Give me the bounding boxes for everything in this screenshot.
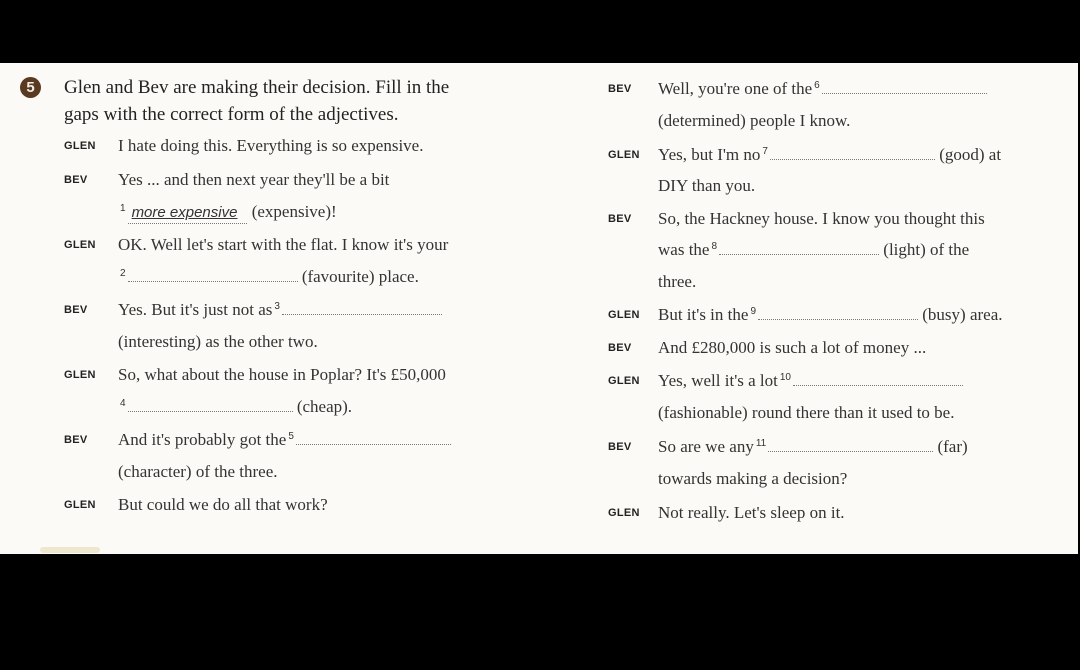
dialogue-line	[658, 145, 1001, 168]
answer-blank[interactable]	[128, 397, 293, 412]
answer-blank[interactable]	[822, 79, 987, 94]
dialogue-line: Yes ... and then next year they'll be a bit	[118, 170, 390, 189]
dialogue-line: (interesting) as the other two.	[118, 332, 318, 351]
adjective-hint: (light) of the	[883, 240, 970, 259]
dialogue-line	[118, 300, 442, 323]
dialogue-text: So are we any	[658, 437, 754, 456]
answer-blank[interactable]	[793, 371, 963, 386]
dialogue-line: OK. Well let's start with the flat. I know it's your	[118, 235, 449, 254]
gap-number: 2	[120, 268, 126, 279]
answer-blank[interactable]	[758, 305, 918, 320]
dialogue-line	[118, 397, 352, 420]
dialogue-text: Well, you're one of the	[658, 79, 813, 98]
dialogue-line: So, the Hackney house. I know you thought this	[658, 209, 985, 228]
dialogue-line: And £280,000 is such a lot of money ...	[658, 338, 927, 357]
example-answer: more expensive	[128, 203, 248, 224]
speaker-bev: BEV	[608, 441, 632, 453]
gap-number: 1	[120, 203, 126, 214]
adjective-hint: (busy) area.	[922, 305, 1003, 324]
speaker-glen: GLEN	[608, 375, 640, 387]
dialogue-line: three.	[658, 272, 697, 291]
gap-number: 6	[814, 80, 820, 91]
speaker-bev: BEV	[64, 174, 88, 186]
answer-blank[interactable]	[128, 267, 298, 282]
gap-number: 7	[762, 146, 768, 157]
exercise-number-badge: 5	[20, 77, 41, 98]
instruction-line-2: gaps with the correct form of the adjectives.	[64, 104, 399, 125]
answer-blank[interactable]	[296, 430, 451, 445]
dialogue-text: was the	[658, 240, 710, 259]
answer-blank[interactable]	[282, 300, 442, 315]
speaker-bev: BEV	[64, 304, 88, 316]
dialogue-line	[118, 430, 451, 453]
adjective-hint: (good) at	[939, 145, 1002, 164]
gap-number: 4	[120, 398, 126, 409]
speaker-glen: GLEN	[608, 309, 640, 321]
dialogue-line: (determined) people I know.	[658, 111, 851, 130]
answer-blank[interactable]	[719, 240, 879, 255]
adjective-hint: (far)	[937, 437, 968, 456]
speaker-glen: GLEN	[608, 149, 640, 161]
speaker-glen: GLEN	[64, 140, 96, 152]
gap-number: 11	[755, 438, 767, 449]
workbook-page	[0, 63, 1078, 554]
page-smudge	[40, 547, 100, 553]
gap-number: 10	[779, 372, 791, 383]
dialogue-text: Yes, well it's a lot	[658, 371, 778, 390]
speaker-glen: GLEN	[64, 239, 96, 251]
speaker-glen: GLEN	[64, 369, 96, 381]
speaker-bev: BEV	[608, 213, 632, 225]
speaker-bev: BEV	[608, 83, 632, 95]
adjective-hint: (favourite) place.	[301, 267, 419, 286]
dialogue-line	[658, 371, 963, 394]
dialogue-line	[658, 240, 969, 263]
dialogue-line: (character) of the three.	[118, 462, 278, 481]
dialogue-text: But it's in the	[658, 305, 749, 324]
dialogue-line	[658, 79, 987, 102]
dialogue-line: towards making a decision?	[658, 469, 848, 488]
exercise-instruction	[64, 74, 534, 128]
dialogue-line	[658, 437, 968, 460]
gap-number: 5	[288, 431, 294, 442]
speaker-bev: BEV	[64, 434, 88, 446]
dialogue-line: (fashionable) round there than it used to be.	[658, 403, 955, 422]
dialogue-line	[658, 305, 1003, 328]
gap-number: 9	[750, 306, 756, 317]
dialogue-line: But could we do all that work?	[118, 495, 328, 514]
dialogue-line: I hate doing this. Everything is so expensive.	[118, 136, 424, 155]
adjective-hint: (expensive)!	[251, 202, 337, 221]
dialogue-line	[118, 267, 419, 290]
dialogue-line: DIY than you.	[658, 176, 756, 195]
dialogue-text: And it's probably got the	[118, 430, 287, 449]
gap-number: 8	[711, 241, 718, 252]
dialogue-line: So, what about the house in Poplar? It's £50,000	[118, 365, 446, 384]
dialogue-line: Not really. Let's sleep on it.	[658, 503, 845, 522]
dialogue-text: Yes. But it's just not as	[118, 300, 273, 319]
dialogue-line	[118, 202, 337, 225]
adjective-hint: (cheap).	[296, 397, 353, 416]
dialogue-text: Yes, but I'm no	[658, 145, 761, 164]
speaker-glen: GLEN	[608, 507, 640, 519]
answer-blank[interactable]	[768, 437, 933, 452]
instruction-line-1: Glen and Bev are making their decision. Fill in the	[64, 77, 450, 98]
speaker-bev: BEV	[608, 342, 632, 354]
gap-number: 3	[274, 301, 280, 312]
answer-blank[interactable]	[770, 145, 935, 160]
speaker-glen: GLEN	[64, 499, 96, 511]
